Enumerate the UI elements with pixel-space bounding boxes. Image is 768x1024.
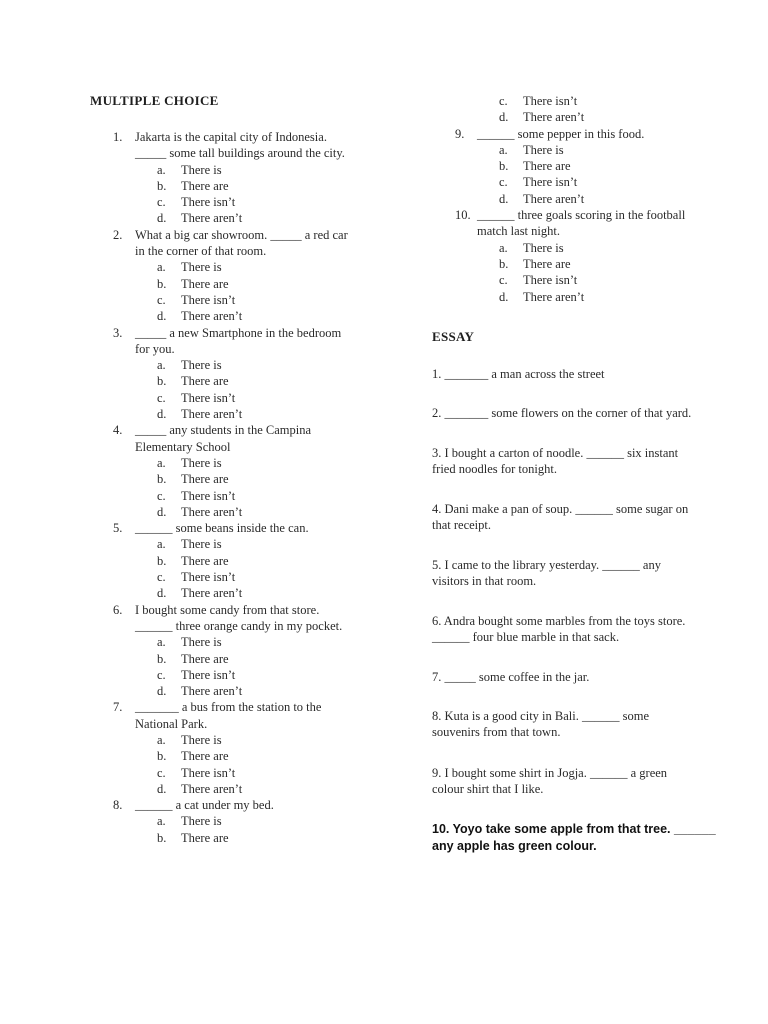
option-text: There are	[181, 553, 229, 568]
essay-item-2	[432, 405, 752, 421]
mc-question-8	[113, 797, 413, 846]
question-text-line: Jakarta is the capital city of Indonesia.	[135, 130, 327, 144]
option-b[interactable]	[157, 830, 413, 846]
option-letter: a.	[499, 142, 508, 157]
essay-item-4	[432, 501, 732, 533]
essay-text-line: 3. I bought a carton of noodle. ______ six instant	[432, 446, 679, 460]
option-letter: d.	[499, 289, 509, 304]
option-letter: a.	[157, 635, 166, 650]
essay-text-line: that receipt.	[432, 518, 491, 532]
option-letter: a.	[157, 260, 166, 275]
option-text: There isn’t	[181, 488, 236, 503]
option-text: There aren’t	[523, 289, 585, 304]
option-text: There aren’t	[181, 309, 243, 324]
option-letter: b.	[157, 472, 167, 487]
essay-text-line: 8. Kuta is a good city in Bali. ______ some	[432, 709, 649, 723]
mc-question-6	[113, 602, 413, 700]
question-text-line: ______ some beans inside the can.	[135, 521, 309, 536]
option-a[interactable]	[157, 732, 413, 748]
option-c[interactable]	[499, 93, 745, 109]
option-text: There isn’t	[181, 570, 236, 585]
question-text-line: _____ a new Smartphone in the bedroom	[135, 325, 342, 340]
option-c[interactable]	[499, 272, 745, 288]
option-c[interactable]	[157, 292, 413, 308]
question-number: 7.	[113, 700, 123, 715]
option-text: There is	[181, 455, 222, 470]
option-text: There is	[181, 358, 222, 373]
question-number: 4.	[113, 423, 123, 438]
option-letter: d.	[157, 211, 167, 226]
option-list	[157, 732, 413, 797]
option-a[interactable]	[499, 142, 745, 158]
option-letter: a.	[157, 732, 166, 747]
option-a[interactable]	[157, 634, 413, 650]
option-b[interactable]	[157, 471, 413, 487]
essay-text-line: 6. Andra bought some marbles from the toys store.	[432, 614, 686, 628]
essay-item-5	[432, 557, 732, 589]
option-letter: d.	[157, 309, 167, 324]
essay-text-line: souvenirs from that town.	[432, 725, 561, 739]
question-text-line: ______ three goals scoring in the football	[477, 208, 686, 223]
option-d[interactable]	[499, 109, 745, 125]
option-a[interactable]	[157, 813, 413, 829]
option-list	[157, 813, 413, 846]
option-b[interactable]	[157, 748, 413, 764]
option-d[interactable]	[499, 191, 745, 207]
option-letter: c.	[157, 667, 166, 682]
option-text: There is	[181, 260, 222, 275]
mc-question-9	[455, 126, 745, 207]
option-letter: a.	[157, 162, 166, 177]
option-text: There aren’t	[181, 504, 243, 519]
option-list	[499, 142, 745, 207]
option-letter: d.	[157, 504, 167, 519]
option-letter: b.	[499, 159, 509, 174]
question-number: 8.	[113, 798, 123, 813]
option-letter: a.	[157, 455, 166, 470]
option-letter: d.	[157, 781, 167, 796]
question-text-line: ______ three orange candy in my pocket.	[135, 618, 343, 633]
option-b[interactable]	[499, 256, 745, 272]
question-text-line: for you.	[135, 341, 175, 356]
option-c[interactable]	[157, 667, 413, 683]
option-text: There aren’t	[523, 191, 585, 206]
option-letter: b.	[499, 256, 509, 271]
option-c[interactable]	[157, 488, 413, 504]
option-b[interactable]	[157, 651, 413, 667]
option-letter: d.	[157, 684, 167, 699]
option-list	[157, 536, 413, 601]
option-letter: a.	[499, 240, 508, 255]
option-letter: d.	[157, 407, 167, 422]
essay-item-1	[432, 366, 732, 382]
option-text: There are	[523, 256, 571, 271]
option-a[interactable]	[499, 240, 745, 256]
option-d[interactable]	[157, 504, 413, 520]
option-c[interactable]	[157, 390, 413, 406]
option-text: There is	[181, 814, 222, 829]
option-letter: d.	[499, 110, 509, 125]
option-text: There is	[181, 732, 222, 747]
option-letter: c.	[157, 765, 166, 780]
option-text: There is	[181, 537, 222, 552]
question-text-line: ______ a cat under my bed.	[135, 798, 274, 813]
mc-left-column	[113, 129, 413, 846]
option-text: There are	[181, 276, 229, 291]
option-a[interactable]	[157, 357, 413, 373]
question-text-line: _____ any students in the Campina	[135, 423, 312, 438]
option-d[interactable]	[157, 308, 413, 324]
option-text: There aren’t	[181, 407, 243, 422]
option-text: There aren’t	[181, 781, 243, 796]
question-number: 2.	[113, 227, 123, 242]
question-text-line: What a big car showroom. _____ a red car	[135, 227, 348, 242]
option-letter: b.	[157, 651, 167, 666]
question-number: 5.	[113, 521, 123, 536]
mc-question-10	[455, 207, 745, 305]
option-letter: b.	[157, 178, 167, 193]
option-b[interactable]	[157, 373, 413, 389]
option-text: There isn’t	[181, 667, 236, 682]
option-text: There aren’t	[523, 110, 585, 125]
option-letter: c.	[157, 570, 166, 585]
essay-item-8	[432, 708, 732, 740]
option-letter: c.	[157, 488, 166, 503]
question-number: 3.	[113, 325, 123, 340]
option-list-continued	[499, 93, 745, 126]
option-letter: d.	[499, 191, 509, 206]
option-text: There aren’t	[181, 586, 243, 601]
option-d[interactable]	[157, 406, 413, 422]
question-number: 6.	[113, 602, 123, 617]
mc-question-7	[113, 699, 413, 797]
question-text-line: Elementary School	[135, 439, 231, 454]
option-letter: c.	[499, 175, 508, 190]
question-number: 10.	[455, 208, 471, 223]
option-d[interactable]	[157, 683, 413, 699]
essay-item-7	[432, 669, 732, 685]
mc-question-1	[113, 129, 413, 227]
option-b[interactable]	[157, 553, 413, 569]
option-text: There is	[181, 635, 222, 650]
question-text-line: _______ a bus from the station to the	[135, 700, 322, 715]
option-text: There are	[523, 159, 571, 174]
option-letter: b.	[157, 374, 167, 389]
option-b[interactable]	[499, 158, 745, 174]
essay-text-line: any apple has green colour.	[432, 839, 597, 853]
option-list	[157, 634, 413, 699]
option-text: There isn’t	[181, 390, 236, 405]
option-a[interactable]	[157, 536, 413, 552]
option-text: There is	[181, 162, 222, 177]
essay-text-line: 5. I came to the library yesterday. ______ any	[432, 558, 661, 572]
mc-question-2	[113, 227, 413, 325]
option-letter: a.	[157, 537, 166, 552]
option-d[interactable]	[157, 781, 413, 797]
option-b[interactable]	[157, 276, 413, 292]
essay-text-line: 1. _______ a man across the street	[432, 367, 605, 381]
essay-item-10	[432, 821, 752, 855]
essay-text-line: 7. _____ some coffee in the jar.	[432, 670, 590, 684]
essay-item-9	[432, 765, 732, 797]
question-text-line: I bought some candy from that store.	[135, 602, 320, 617]
option-letter: c.	[157, 390, 166, 405]
option-letter: b.	[157, 749, 167, 764]
option-b[interactable]	[157, 178, 413, 194]
option-d[interactable]	[499, 289, 745, 305]
essay-text-line: colour shirt that I like.	[432, 782, 544, 796]
question-text-line: match last night.	[477, 224, 560, 239]
option-text: There are	[181, 374, 229, 389]
option-list	[157, 259, 413, 324]
essay-heading: ESSAY	[432, 329, 475, 344]
question-number: 1.	[113, 130, 123, 144]
mc-question-4	[113, 422, 413, 520]
mc-right-column	[455, 93, 745, 305]
mc-question-3	[113, 325, 413, 423]
mc-question-5	[113, 520, 413, 601]
essay-text-line: 4. Dani make a pan of soup. ______ some sugar on	[432, 502, 689, 516]
option-letter: d.	[157, 586, 167, 601]
essay-item-3	[432, 445, 732, 477]
option-letter: c.	[157, 195, 166, 210]
essay-text-line: 10. Yoyo take some apple from that tree. ______	[432, 822, 716, 836]
option-text: There are	[181, 178, 229, 193]
option-list	[157, 357, 413, 422]
option-text: There are	[181, 651, 229, 666]
option-a[interactable]	[157, 162, 413, 178]
question-text-line: ______ some pepper in this food.	[477, 126, 645, 141]
option-c[interactable]	[157, 569, 413, 585]
question-text-line: in the corner of that room.	[135, 244, 267, 259]
option-text: There isn’t	[523, 94, 578, 108]
option-c[interactable]	[157, 194, 413, 210]
essay-text-line: visitors in that room.	[432, 574, 537, 588]
option-d[interactable]	[157, 210, 413, 226]
option-letter: c.	[157, 292, 166, 307]
question-text-line: National Park.	[135, 716, 208, 731]
option-letter: b.	[157, 830, 167, 845]
option-letter: c.	[499, 273, 508, 288]
essay-text-line: fried noodles for tonight.	[432, 462, 557, 476]
option-d[interactable]	[157, 585, 413, 601]
essay-text-line: ______ four blue marble in that sack.	[432, 630, 620, 644]
option-a[interactable]	[157, 259, 413, 275]
option-text: There isn’t	[523, 273, 578, 288]
option-c[interactable]	[499, 174, 745, 190]
option-letter: a.	[157, 358, 166, 373]
essay-item-6	[432, 613, 752, 645]
option-list	[157, 455, 413, 520]
option-text: There are	[181, 830, 229, 845]
option-text: There aren’t	[181, 684, 243, 699]
option-list	[157, 162, 413, 227]
option-letter: b.	[157, 276, 167, 291]
option-letter: a.	[157, 814, 166, 829]
option-list	[499, 240, 745, 305]
option-text: There is	[523, 142, 564, 157]
option-text: There isn’t	[181, 195, 236, 210]
option-a[interactable]	[157, 455, 413, 471]
option-text: There are	[181, 472, 229, 487]
option-letter: b.	[157, 553, 167, 568]
question-number: 9.	[455, 126, 465, 141]
option-c[interactable]	[157, 765, 413, 781]
option-text: There is	[523, 240, 564, 255]
multiple-choice-heading: MULTIPLE CHOICE	[90, 93, 219, 108]
option-letter: c.	[499, 94, 508, 108]
option-text: There isn’t	[181, 765, 236, 780]
option-text: There are	[181, 749, 229, 764]
option-text: There isn’t	[523, 175, 578, 190]
essay-text-line: 2. _______ some flowers on the corner of that yard.	[432, 406, 692, 420]
essay-text-line: 9. I bought some shirt in Jogja. ______ a green	[432, 766, 668, 780]
question-text-line: _____ some tall buildings around the city.	[135, 146, 345, 161]
option-text: There aren’t	[181, 211, 243, 226]
option-text: There isn’t	[181, 292, 236, 307]
